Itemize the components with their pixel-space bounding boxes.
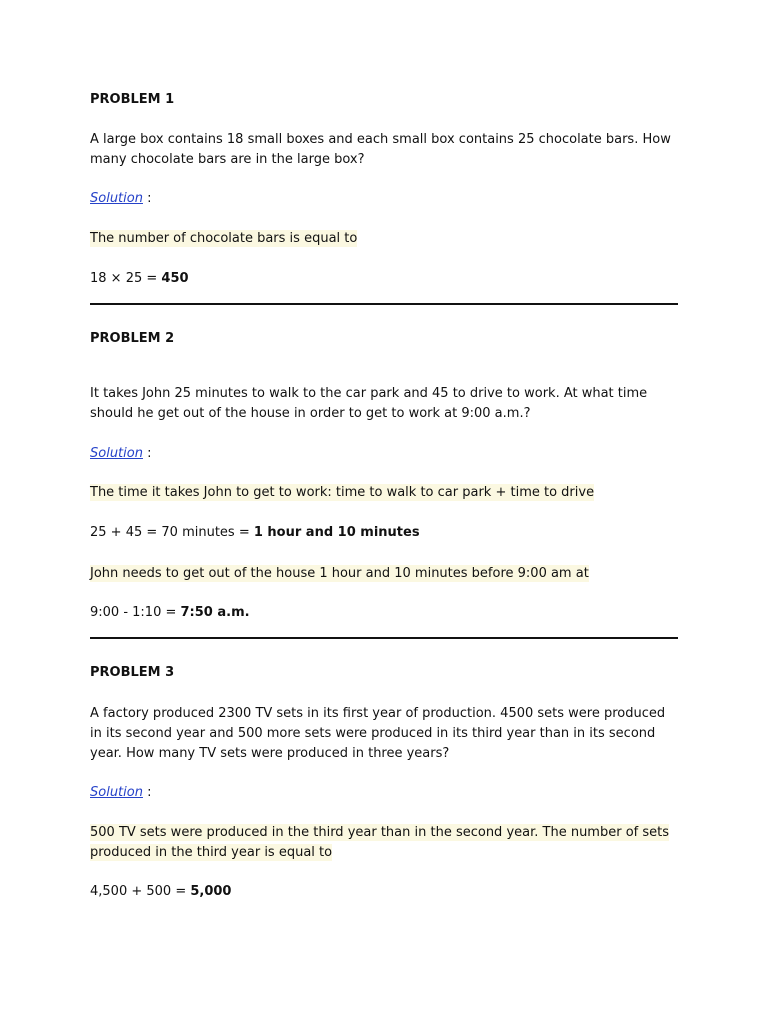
solution-colon: : — [142, 191, 152, 206]
problem-1-solution-line — [90, 229, 678, 249]
problem-2-solution-line-1 — [90, 483, 678, 503]
problem-3-solution-link[interactable]: Solution — [90, 785, 143, 800]
calc-expression: 4,500 + 500 = — [90, 884, 191, 899]
solution-colon: : — [142, 446, 152, 461]
calc-result: 7:50 a.m. — [180, 605, 250, 620]
highlighted-text: John needs to get out of the house 1 hour and 10 minutes before 9:00 am at — [90, 566, 589, 581]
problem-2-solution-heading — [90, 444, 678, 464]
solution-colon: : — [142, 785, 152, 800]
calc-expression: 9:00 - 1:10 = — [90, 605, 181, 620]
problem-1-question: A large box contains 18 small boxes and each small box contains 25 chocolate bars. How many chocolate bars are in the large box? — [90, 132, 671, 167]
section-divider — [90, 303, 678, 305]
problem-3-title: PROBLEM 3 — [90, 665, 175, 680]
problem-3-question: A factory produced 2300 TV sets in its first year of production. 4500 sets were produced in its second year and 500 more sets were produced in its third year than in its second year. How many TV sets were produced in three years? — [90, 706, 666, 761]
highlighted-text: 500 TV sets were produced in the third year than in the second year. The number of sets produced in the third year is equal to — [90, 825, 670, 860]
calc-result: 1 hour and 10 minutes — [253, 525, 420, 540]
problem-2-calculation-2 — [90, 603, 678, 623]
section-divider — [90, 637, 678, 639]
problem-3-calculation — [90, 882, 678, 902]
problem-2-calculation-1 — [90, 523, 678, 543]
problem-2-solution-link[interactable]: Solution — [90, 446, 143, 461]
calc-expression: 25 + 45 = 70 minutes = — [90, 525, 254, 540]
problem-3-solution-line — [90, 823, 678, 863]
highlighted-text: The time it takes John to get to work: time to walk to car park + time to drive — [90, 485, 595, 500]
problem-1-solution-heading — [90, 189, 678, 209]
problem-2-solution-line-2 — [90, 564, 678, 584]
problem-2-question: It takes John 25 minutes to walk to the car park and 45 to drive to work. At what time should he get out of the house in order to get to work at 9:00 a.m.? — [90, 386, 648, 421]
problem-1-title: PROBLEM 1 — [90, 92, 175, 107]
calc-expression: 18 × 25 = — [90, 271, 162, 286]
calc-result: 450 — [161, 271, 189, 286]
problem-3-solution-heading — [90, 783, 678, 803]
calc-result: 5,000 — [190, 884, 232, 899]
problem-1-calculation — [90, 269, 678, 289]
problem-1-solution-link[interactable]: Solution — [90, 191, 143, 206]
highlighted-text: The number of chocolate bars is equal to — [90, 231, 358, 246]
problem-2-title: PROBLEM 2 — [90, 331, 175, 346]
